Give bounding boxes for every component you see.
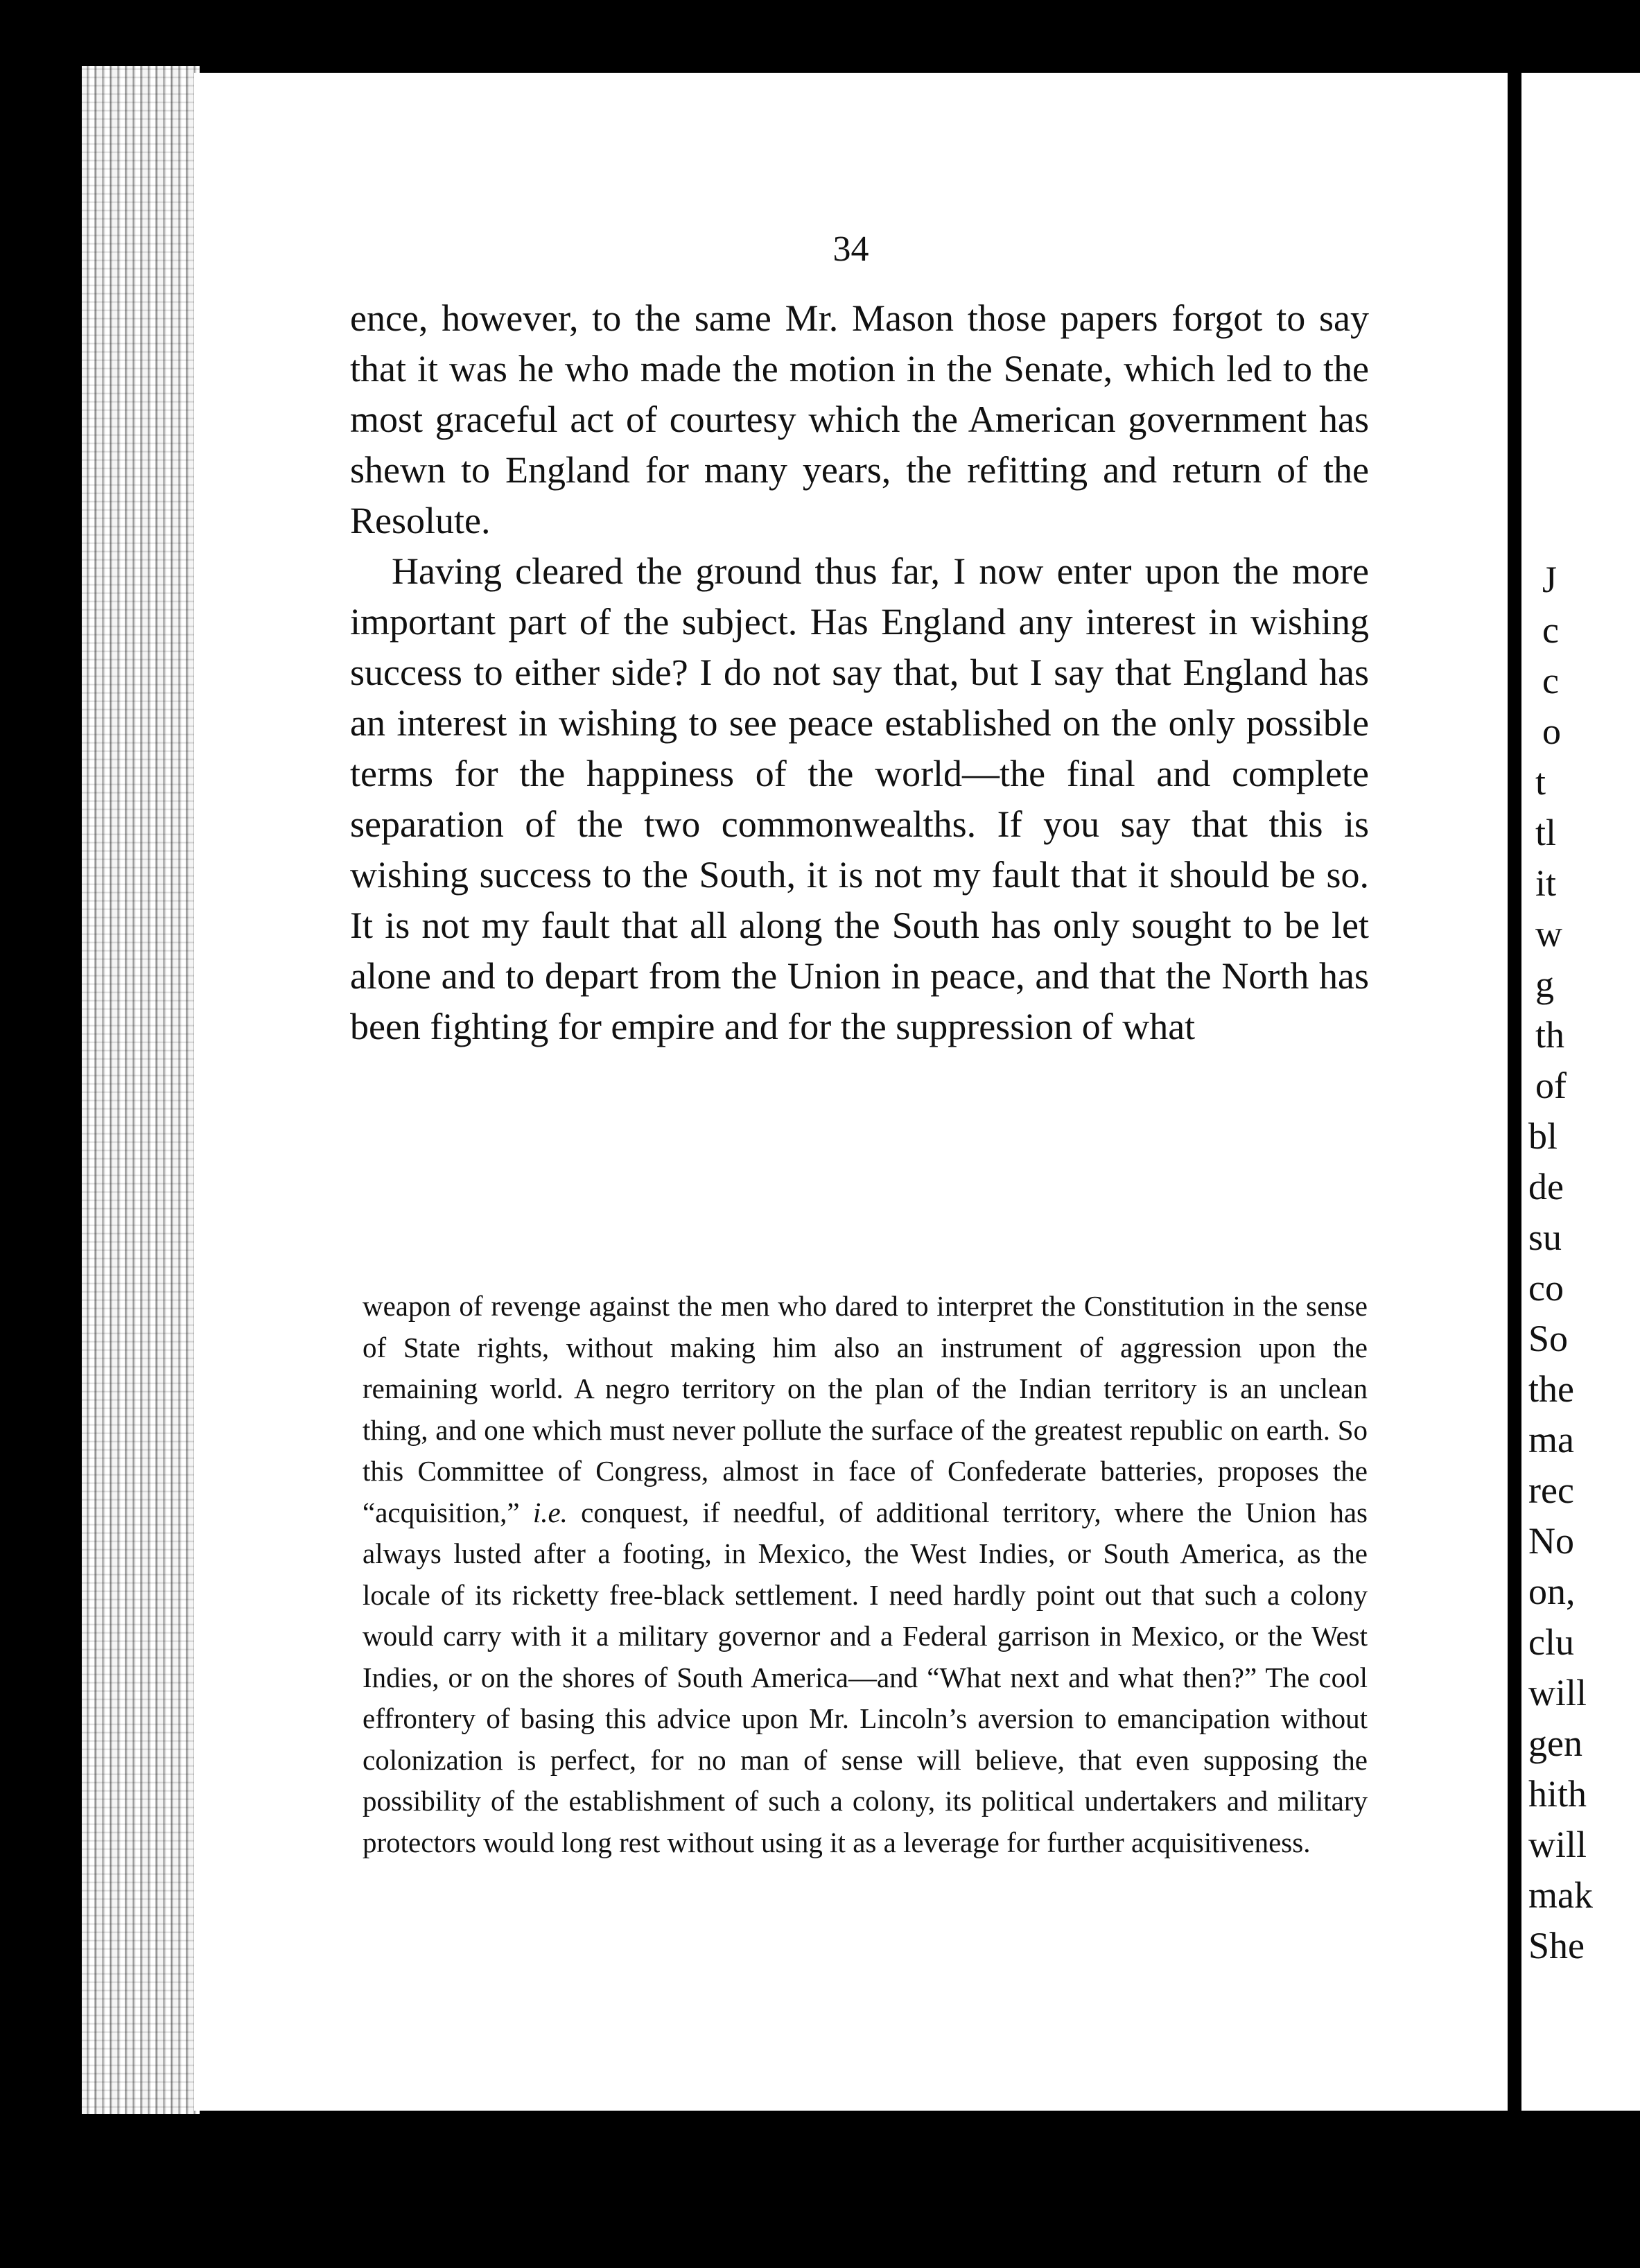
footnote-text xyxy=(363,1286,1368,1863)
paragraph: ence, however, to the same Mr. Mason those papers forgot to say that it was he who made the motion in the Senate, which led to the most graceful act of courtesy which the American government has shewn to England for many years, the refitting and return of the Resolute. xyxy=(350,297,1369,541)
footnote xyxy=(363,1286,1368,1863)
next-page-fragment: will xyxy=(1528,1824,1587,1865)
next-page-fragment: will xyxy=(1528,1672,1587,1713)
next-page-fragment: clu xyxy=(1528,1621,1574,1663)
book-page xyxy=(194,73,1508,2111)
next-page-fragment: J xyxy=(1542,559,1558,600)
next-page-fragment: of xyxy=(1535,1065,1567,1106)
next-page-fragment: the xyxy=(1528,1368,1574,1410)
book-page-edges xyxy=(82,66,200,2114)
next-page-fragment: th xyxy=(1535,1014,1565,1056)
next-page-fragment: it xyxy=(1535,862,1557,904)
next-page-fragment: su xyxy=(1528,1216,1562,1258)
next-page-fragment: c xyxy=(1542,609,1559,651)
next-page-fragment: co xyxy=(1528,1267,1564,1309)
next-page-edge xyxy=(1521,73,1640,2111)
next-page-fragment: She xyxy=(1528,1925,1585,1966)
page-number: 34 xyxy=(832,229,869,269)
next-page-fragment: rec xyxy=(1528,1469,1574,1511)
next-page-fragment: on, xyxy=(1528,1571,1576,1612)
next-page-fragment: hith xyxy=(1528,1773,1587,1815)
next-page-fragment: t xyxy=(1535,761,1546,803)
next-page-fragment: w xyxy=(1535,913,1562,954)
next-page-fragment: So xyxy=(1528,1318,1569,1359)
next-page-fragment: bl xyxy=(1528,1115,1558,1157)
main-text xyxy=(350,293,1369,1052)
next-page-fragment: tl xyxy=(1535,812,1557,853)
paragraph: Having cleared the ground thus far, I now enter upon the more important part of the subject. Has England any interest in wishing success to either side? I do not say that, but I say that England has an interest in wishing to see peace established on the only possible terms for the happiness of the world—the final and complete separation of the two commonwealths. If you say that this is wishing success to the South, it is not my fault that it should be so. It is not my fault that all along the South has only sought to be let alone and to depart from the Union in peace, and that the North has been fighting for empire and for the suppression of what xyxy=(350,550,1369,1047)
next-page-fragment: ma xyxy=(1528,1419,1574,1460)
next-page-fragment: o xyxy=(1542,710,1561,752)
footnote-text-part: weapon of revenge against the men who dared to interpret the Constitution in the sense of State rights, without making him also an instrument of aggression upon the remaining world. A negro territory on the plan of the Indian territory is an unclean thing, and one which must never pollute the surface of the greatest republic on earth. So this Committee of Congress, almost in face of Confederate batteries, proposes the “acquisition,” xyxy=(363,1290,1368,1528)
next-page-fragment: c xyxy=(1542,660,1559,701)
next-page-fragment: gen xyxy=(1528,1722,1582,1764)
next-page-fragment: No xyxy=(1528,1520,1574,1562)
footnote-text-part: conquest, if needful, of additional territory, where the Union has always lusted after a footing, in Mexico, the West Indies, or South America, as the locale of its ricketty free-black settlement. I need hardly point out that such a colony would carry with it a military governor and a Federal garrison in Mexico, or the West Indies, or on the shores of South America—and “What next and what then?” The cool effrontery of basing this advice upon Mr. Lincoln’s aversion to emancipation without colonization is perfect, for no man of sense will believe, that even supposing the possibility of the establishment of such a colony, its political undertakers and military protectors would long rest without using it as a leverage for further acquisitiveness. xyxy=(363,1496,1368,1858)
next-page-fragment: g xyxy=(1535,963,1554,1005)
footnote-abbreviation: i.e. xyxy=(532,1496,568,1528)
next-page-fragment: mak xyxy=(1528,1874,1593,1916)
next-page-fragment: de xyxy=(1528,1166,1564,1207)
